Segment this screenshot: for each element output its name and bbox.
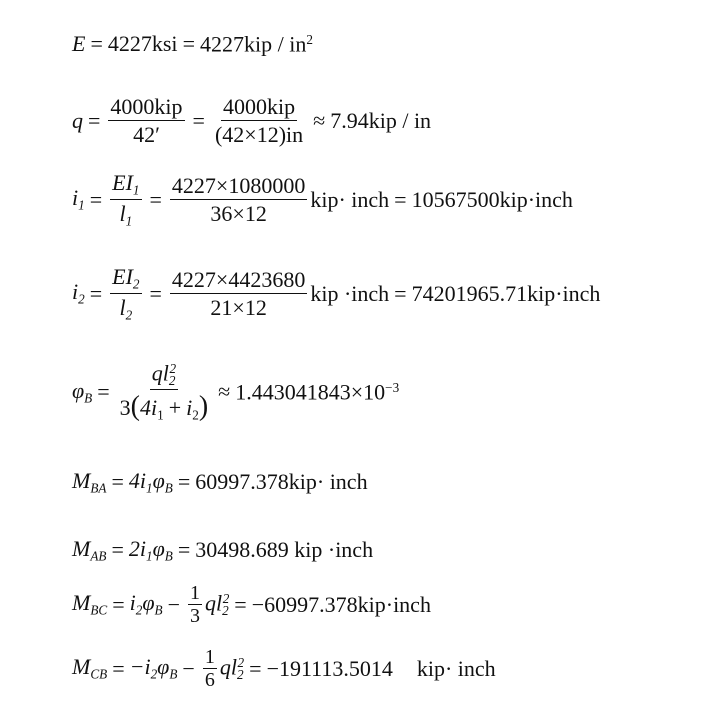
fraction-phiB: $\frac{ql_2^2}{3(4i_1 + i_2)}$ — [119, 360, 209, 423]
fraction-q-1: $\frac{\text{4000kip}}{42'}$ — [110, 94, 183, 147]
MBA-result: 60997.378kip· inch — [195, 469, 368, 495]
equation-phiB: $\varphi_B$ = $\frac{ql_2^2}{3(4i_1 + i_2)}$ ≈ $1.443041843\times 10^{-3}$ — [72, 360, 400, 423]
phiB-result: $1.443041843\times 10^{-3}$ — [235, 379, 400, 405]
value-ksi: 4227ksi — [107, 31, 178, 57]
equation-modulus: E = 4227ksi = $4227kip / in^2$ — [72, 31, 313, 57]
MCB-result: −191113.5014 — [266, 655, 393, 681]
fraction-q-2: $\frac{\text{4000kip}}{(42\times 12)in}$ — [214, 94, 304, 147]
i1-result: 10567500kip·inch — [411, 186, 573, 212]
MBC-result: −60997.378kip·inch — [251, 591, 431, 617]
equation-MBA: $M_{BA}$ = $4i_1\varphi_B$ = 60997.378kip· inch — [72, 468, 368, 496]
fraction-EI1-l1: $\frac{EI_1}{l_1}$ — [112, 170, 140, 229]
MAB-result: 30498.689 kip ·inch — [195, 537, 374, 563]
fraction-one-sixth: $\frac{1}{6}$ — [204, 646, 215, 691]
equation-i1: $i_1$ = $\frac{EI_1}{l_1}$ = $\frac{4227\times 1080000}{36\times 12}$ kip· inch = 10567500kip·inch — [72, 170, 573, 229]
fraction-i2-numeric: $\frac{4227\times 4423680}{21\times 12}$ — [171, 266, 306, 320]
equation-MBC: $M_{BC}$ = $i_2\varphi_B$ − $\frac{1}{3}$ $ql_2^2$ = −60997.378kip·inch — [72, 582, 431, 627]
value-kip-per-in2: $4227kip / in^2$ — [199, 31, 313, 57]
i2-result: 74201965.71kip·inch — [411, 280, 601, 306]
fraction-i1-numeric: $\frac{4227\times 1080000}{36\times 12}$ — [171, 172, 306, 226]
fraction-EI2-l2: $\frac{EI_2}{l_2}$ — [112, 264, 140, 323]
equation-q: q = $\frac{\text{4000kip}}{42'}$ = $\frac{\text{4000kip}}{(42\times 12)in}$ ≈ 7.94kip / in — [72, 94, 432, 147]
fraction-one-third: $\frac{1}{3}$ — [189, 582, 200, 627]
equation-MAB: $M_{AB}$ = $2i_1\varphi_B$ = 30498.689 kip ·inch — [72, 536, 374, 564]
equation-MCB: $M_{CB}$ = $-i_2\varphi_B$ − $\frac{1}{6}$ $ql_2^2$ = −191113.5014 kip· inch — [72, 646, 496, 691]
symbol-E: E — [72, 31, 86, 57]
equation-i2: $i_2$ = $\frac{EI_2}{l_2}$ = $\frac{4227\times 4423680}{21\times 12}$ kip ·inch = 74201965.71kip·inch — [72, 264, 601, 323]
q-result: 7.94kip / in — [330, 108, 432, 133]
